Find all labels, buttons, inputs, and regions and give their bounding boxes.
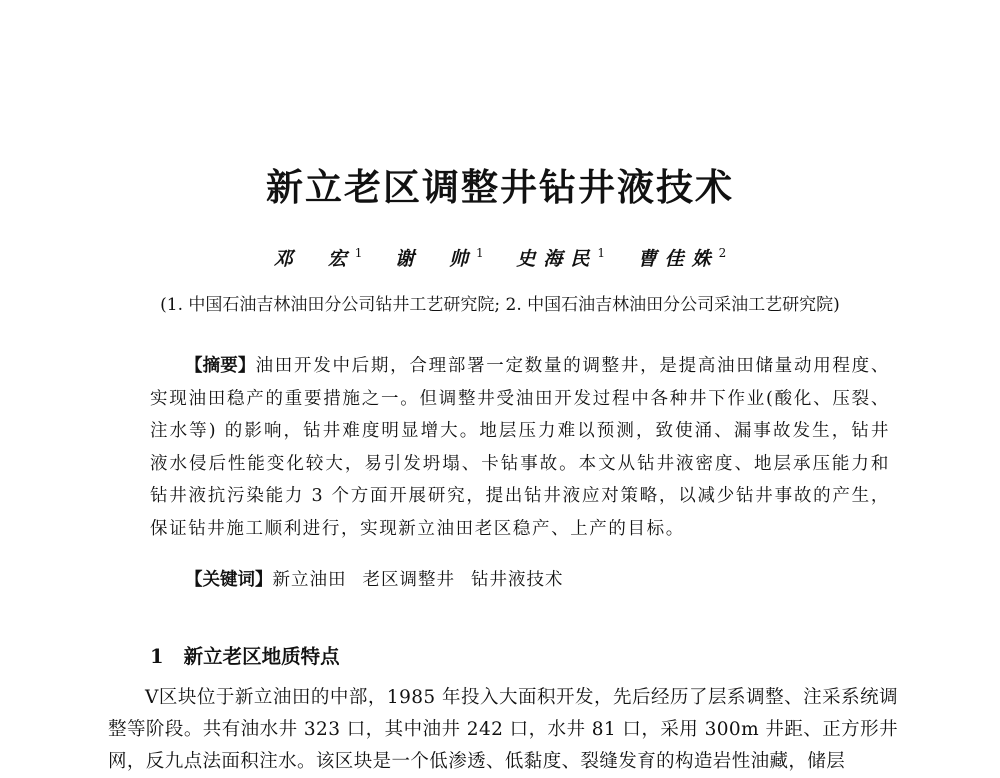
section-title: 新立老区地质特点 [183, 645, 340, 668]
keyword: 新立油田 [272, 570, 347, 590]
affiliation-marker: 2 [718, 246, 727, 260]
abstract-paragraph [150, 350, 890, 545]
keywords [150, 565, 890, 595]
abstract [150, 350, 890, 545]
section-body [108, 682, 898, 778]
body-paragraph: Ⅴ区块位于新立油田的中部，1985 年投入大面积开发，先后经历了层系调整、注采系统调整等阶段。共有油水井 323 口，其中油井 242 口，水井 81 口，采用 300m 井距、正方形井网，反九点法面积注水。该区块是一个低渗透、低黏度、裂缝发育的构造岩性油藏，储层 [108, 687, 898, 772]
affiliation-line: (1. 中国石油吉林油田分公司钻井工艺研究院; 2. 中国石油吉林油田分公司采油工艺研究院) [160, 295, 840, 315]
section-heading [150, 642, 340, 672]
affiliation-marker: 1 [597, 246, 605, 260]
keyword: 老区调整井 [362, 570, 455, 590]
affiliation-marker: 1 [476, 246, 484, 260]
author: 史海民$^1$ [516, 246, 605, 270]
affiliation-marker: 1 [354, 246, 363, 260]
abstract-text: 油田开发中后期，合理部署一定数量的调整井，是提高油田储量动用程度、实现油田稳产的重要措施之一。但调整井受油田开发过程中各种井下作业(酸化、压裂、注水等) 的影响，钻井难度明显增大。地层压力难以预测，致使涌、漏事故发生，钻井液水侵后性能变化较大，易引发坍塌、卡钻事故。本文从钻井液密度、地层承压能力和钻井液抗污染能力 3 个方面开展研究，提出钻井液应对策略，以减少钻井事故的产生，保证钻井施工顺利进行，实现新立油田老区稳产、上产的目标。 [150, 356, 890, 539]
section-number: 1 [150, 645, 164, 668]
author-list [0, 240, 1000, 272]
abstract-label: 【摘要】 [185, 356, 256, 376]
author: 邓 宏$^1$ [273, 246, 363, 270]
paper-title: 新立老区调整井钻井液技术 [266, 166, 734, 209]
keyword: 钻井液技术 [471, 570, 564, 590]
keywords-label: 【关键词】 [185, 570, 273, 590]
author: 谢 帅$^1$ [395, 246, 484, 270]
author: 曹佳姝$^2$ [637, 246, 727, 270]
